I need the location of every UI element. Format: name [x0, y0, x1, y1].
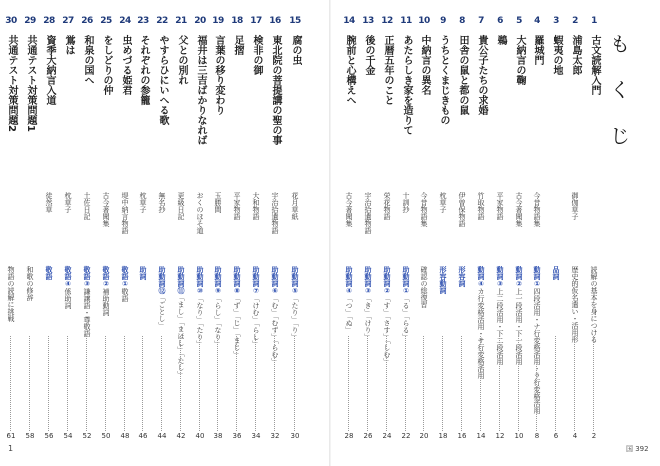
- leader-dots: [86, 336, 87, 431]
- entry-grammar: [438, 266, 448, 294]
- entry-title[interactable]: それぞれの参籠: [138, 35, 149, 105]
- grammar-text: 四段活用・ナ行変格活用・ラ行変格活用: [533, 288, 541, 414]
- toc-entry[interactable]: [155, 16, 169, 446]
- grammar-label: 助動詞④: [345, 266, 353, 295]
- entry-source: 宇治拾遺物語: [364, 192, 372, 234]
- entry-page: 22: [401, 432, 411, 440]
- grammar-label: 助動詞⑦: [252, 266, 260, 295]
- toc-entry[interactable]: [361, 16, 375, 446]
- entry-number: 1: [591, 16, 597, 26]
- leader-dots: [67, 336, 68, 431]
- entry-source: 御伽草子: [571, 192, 579, 220]
- entry-grammar: [25, 266, 35, 301]
- grammar-text: 「す」「さす」「しむ」: [383, 295, 391, 365]
- entry-title[interactable]: 腕前と心構えへ: [344, 35, 355, 105]
- grammar-text: 敬語: [121, 288, 129, 302]
- toc-entry[interactable]: [23, 16, 37, 446]
- entry-grammar: [344, 266, 354, 334]
- entry-number: 6: [497, 16, 503, 26]
- entry-grammar: [363, 266, 373, 341]
- entry-source: 枕草子: [439, 192, 447, 213]
- entry-source: 徒然草: [45, 192, 53, 213]
- grammar-label: 動詞③: [496, 266, 504, 288]
- grammar-label: 敬語③: [83, 266, 91, 288]
- entry-number: 2: [572, 16, 578, 26]
- grammar-label: 助動詞⑨: [214, 266, 222, 295]
- entry-title[interactable]: 福井は三吉ばかりなれば: [195, 35, 206, 145]
- entry-title[interactable]: 虫めづる姫君: [120, 35, 131, 95]
- entry-page: 18: [438, 432, 448, 440]
- entry-grammar: [495, 266, 505, 365]
- grammar-text: 「けむ」「らし」: [252, 295, 260, 348]
- entry-grammar: [176, 266, 186, 378]
- leader-dots: [518, 336, 519, 431]
- grammar-text: 物語の読解に挑戦: [7, 266, 15, 322]
- entry-page: 48: [120, 432, 130, 440]
- entry-page: 26: [363, 432, 373, 440]
- entry-number: 25: [100, 16, 112, 26]
- entry-grammar: [476, 266, 486, 379]
- entry-number: 13: [362, 16, 374, 26]
- toc-entry[interactable]: [455, 16, 469, 446]
- toc-entry[interactable]: [474, 16, 488, 446]
- grammar-label: 助動詞⑧: [233, 266, 241, 295]
- entry-title[interactable]: 古文読解入門: [589, 35, 600, 95]
- entry-grammar: [251, 266, 261, 348]
- entry-number: 23: [137, 16, 149, 26]
- entry-number: 15: [289, 16, 301, 26]
- grammar-text: 「ず」「じ」「まじ」: [233, 295, 241, 358]
- entry-page: 20: [419, 432, 429, 440]
- entry-page: 38: [213, 432, 223, 440]
- grammar-label: 動詞①: [533, 266, 541, 288]
- entry-number: 11: [400, 16, 412, 26]
- entry-number: 19: [212, 16, 224, 26]
- entry-number: 3: [553, 16, 559, 26]
- entry-number: 22: [156, 16, 168, 26]
- entry-number: 17: [250, 16, 262, 26]
- entry-title[interactable]: 正暦五年のこと: [382, 35, 393, 105]
- entry-number: 24: [119, 16, 131, 26]
- entry-page: 14: [476, 432, 486, 440]
- entry-grammar: [101, 266, 111, 316]
- entry-number: 4: [534, 16, 540, 26]
- leader-dots: [48, 336, 49, 431]
- entry-page: 34: [251, 432, 261, 440]
- grammar-label: 敬語④: [64, 266, 72, 288]
- toc-entry[interactable]: [230, 16, 244, 446]
- grammar-label: 動詞④: [477, 266, 485, 288]
- entry-grammar: [82, 266, 92, 337]
- leader-dots: [105, 336, 106, 431]
- leader-dots: [180, 336, 181, 431]
- leader-dots: [217, 336, 218, 431]
- toc-entry[interactable]: [417, 16, 431, 446]
- toc-entry[interactable]: [99, 16, 113, 446]
- page-number-left: 1: [8, 444, 14, 453]
- grammar-label: 助動詞⑫: [158, 266, 166, 294]
- entry-source: 古今著聞集: [345, 192, 353, 227]
- toc-title: [608, 28, 632, 149]
- entry-title[interactable]: 和泉の国へ: [82, 35, 93, 85]
- entry-title[interactable]: 羅城門: [532, 35, 543, 65]
- entry-page: 61: [6, 432, 16, 440]
- toc-entry[interactable]: [268, 16, 282, 446]
- entry-grammar: [419, 266, 429, 308]
- grammar-label: 助動詞⑪: [177, 266, 185, 294]
- entry-source: 大和物語: [252, 192, 260, 220]
- leader-dots: [499, 336, 500, 431]
- toc-entry[interactable]: [493, 16, 507, 446]
- leader-dots: [199, 336, 200, 431]
- entry-page: 28: [344, 432, 354, 440]
- entry-page: 58: [25, 432, 35, 440]
- entry-title[interactable]: 腐の虫: [290, 35, 301, 65]
- entry-title[interactable]: 共通テスト対策問題1: [25, 35, 36, 132]
- entry-source: 土佐日記: [83, 192, 91, 220]
- entry-source: 宇治拾遺物語: [271, 192, 279, 234]
- entry-title[interactable]: 貴公子たちの求婚: [476, 35, 487, 115]
- entry-grammar: [6, 266, 16, 322]
- grammar-label: 助動詞③: [364, 266, 372, 295]
- entry-grammar: [157, 266, 167, 329]
- entry-grammar: [457, 266, 467, 287]
- grammar-text: 「る」「らる」: [402, 295, 410, 341]
- entry-title[interactable]: うちとくまじきもの: [438, 35, 449, 125]
- entry-source: 平家物語: [496, 192, 504, 220]
- entry-grammar: [44, 266, 54, 280]
- page-gutter: [329, 0, 331, 466]
- entry-number: 7: [478, 16, 484, 26]
- entry-grammar: [270, 266, 280, 365]
- entry-source: 栄花物語: [383, 192, 391, 220]
- entry-source: 今昔物語集: [533, 192, 541, 227]
- grammar-text: 「む」「むず」「らむ」: [271, 295, 279, 365]
- leader-dots: [124, 336, 125, 431]
- grammar-text: 「らし」「なり」: [214, 295, 222, 348]
- grammar-text: 「たり」「り」: [291, 295, 299, 341]
- leader-dots: [555, 336, 556, 431]
- grammar-label: 敬語: [45, 266, 53, 280]
- entry-page: 42: [176, 432, 186, 440]
- entry-source: 花月草紙: [291, 192, 299, 220]
- grammar-label: 助動詞⑤: [291, 266, 299, 295]
- entry-title[interactable]: 足摺: [232, 35, 243, 55]
- grammar-label: 形容詞: [458, 266, 466, 287]
- entry-grammar: [551, 266, 561, 280]
- entry-page: 50: [101, 432, 111, 440]
- entry-source: 今昔物語集: [420, 192, 428, 227]
- leader-dots: [142, 336, 143, 431]
- entry-source: おくのほそ道: [196, 192, 204, 234]
- entry-page: 8: [534, 432, 540, 440]
- entry-grammar: [589, 266, 599, 343]
- grammar-text: 「まし」「まほし」「たし」: [177, 294, 185, 378]
- entry-source: 枕草子: [139, 192, 147, 213]
- toc-entry[interactable]: [436, 16, 450, 446]
- grammar-label: 敬語①: [121, 266, 129, 288]
- leader-dots: [236, 336, 237, 431]
- grammar-label: 形容動詞: [439, 266, 447, 294]
- grammar-text: 補助動詞: [102, 288, 110, 316]
- grammar-label: 助動詞⑥: [271, 266, 279, 295]
- entry-number: 21: [175, 16, 187, 26]
- leader-dots: [593, 336, 594, 431]
- entry-page: 46: [138, 432, 148, 440]
- leader-dots: [367, 336, 368, 431]
- entry-number: 29: [24, 16, 36, 26]
- entry-number: 12: [381, 16, 393, 26]
- entry-title[interactable]: あたらしき家を造りて: [401, 35, 412, 135]
- entry-number: 14: [343, 16, 355, 26]
- entry-source: 枕草子: [64, 192, 72, 213]
- toc-entry[interactable]: [211, 16, 225, 446]
- toc-entry[interactable]: [512, 16, 526, 446]
- entry-source: 無名抄: [158, 192, 166, 213]
- entry-grammar: [570, 266, 580, 343]
- grammar-text: 歴史的仮名遣い・活用形: [571, 266, 579, 343]
- grammar-text: 読解の基本を身につける: [590, 266, 598, 343]
- entry-title[interactable]: 資季大納言入道: [44, 35, 55, 105]
- entry-title[interactable]: 父との別れ: [176, 35, 187, 85]
- entry-page: 2: [591, 432, 597, 440]
- leader-dots: [29, 336, 30, 431]
- entry-source: 伊曽保物語: [458, 192, 466, 227]
- grammar-label: 動詞②: [515, 266, 523, 288]
- entry-page: 12: [495, 432, 505, 440]
- leader-dots: [405, 336, 406, 431]
- grammar-text: 「つ」「ぬ」: [345, 295, 353, 334]
- entry-grammar: [120, 266, 130, 302]
- entry-number: 26: [81, 16, 93, 26]
- entry-title[interactable]: 鵜: [495, 35, 506, 45]
- entry-grammar: [514, 266, 524, 365]
- page-number-right-text: 国 392: [626, 445, 649, 453]
- toc-entry[interactable]: [193, 16, 207, 446]
- toc-entry[interactable]: [61, 16, 75, 446]
- grammar-label: 助詞: [139, 266, 147, 280]
- grammar-label: 敬語②: [102, 266, 110, 288]
- entry-grammar: [290, 266, 300, 341]
- toc-entry[interactable]: [587, 16, 601, 446]
- entry-title[interactable]: 共通テスト対策問題2: [6, 35, 17, 132]
- entry-page: 56: [44, 432, 54, 440]
- entry-title[interactable]: 中納言の異名: [419, 35, 430, 95]
- toc-entry[interactable]: [174, 16, 188, 446]
- entry-page: 52: [82, 432, 92, 440]
- entry-grammar: [401, 266, 411, 341]
- entry-title[interactable]: 大納言の鞠: [514, 35, 525, 85]
- grammar-label: 助動詞①: [402, 266, 410, 295]
- entry-title[interactable]: 浦島太郎: [570, 35, 581, 75]
- leader-dots: [461, 336, 462, 431]
- entry-grammar: [213, 266, 223, 348]
- entry-number: 28: [43, 16, 55, 26]
- entry-source: 古今著聞集: [102, 192, 110, 227]
- entry-page: 54: [63, 432, 73, 440]
- leader-dots: [161, 336, 162, 431]
- entry-page: 30: [290, 432, 300, 440]
- entry-page: 32: [270, 432, 280, 440]
- leader-dots: [574, 336, 575, 431]
- entry-title[interactable]: やすらひにいへる歌: [157, 35, 168, 125]
- leader-dots: [480, 336, 481, 431]
- entry-source: 堤中納言物語: [121, 192, 129, 234]
- entry-source: 十訓抄: [402, 192, 410, 213]
- grammar-label: 助動詞②: [383, 266, 391, 295]
- entry-source: 竹取物語: [477, 192, 485, 220]
- entry-grammar: [63, 266, 73, 309]
- leader-dots: [536, 336, 537, 431]
- entry-grammar: [138, 266, 148, 280]
- entry-number: 18: [231, 16, 243, 26]
- leader-dots: [348, 336, 349, 431]
- grammar-text: カ行変格活用・サ行変格活用: [477, 288, 485, 379]
- entry-page: 4: [572, 432, 578, 440]
- page-number-right: [626, 444, 649, 454]
- leader-dots: [294, 336, 295, 431]
- entry-title[interactable]: 鴬は: [63, 35, 74, 55]
- toc-entry[interactable]: [249, 16, 263, 446]
- entry-number: 8: [459, 16, 465, 26]
- grammar-text: 謙譲語・尊敬語: [83, 288, 91, 337]
- toc-entry[interactable]: [549, 16, 563, 446]
- leader-dots: [274, 336, 275, 431]
- entry-title[interactable]: 言葉の移り変わり: [213, 35, 224, 115]
- entry-page: 24: [382, 432, 392, 440]
- entry-page: 10: [514, 432, 524, 440]
- leader-dots: [442, 336, 443, 431]
- entry-number: 27: [62, 16, 74, 26]
- toc-entry[interactable]: [4, 16, 18, 446]
- entry-grammar: [232, 266, 242, 358]
- entry-title[interactable]: 蝦夷の地: [551, 35, 562, 75]
- grammar-text: 上二段活用・下二段活用: [496, 288, 504, 365]
- entry-number: 16: [269, 16, 281, 26]
- toc-entry[interactable]: [342, 16, 356, 446]
- toc-entry[interactable]: [136, 16, 150, 446]
- entry-source: 平家物語: [233, 192, 241, 220]
- entry-number: 5: [516, 16, 522, 26]
- grammar-label: 助動詞⑩: [196, 266, 204, 295]
- grammar-text: 確認の総復習: [420, 266, 428, 308]
- toc-entry[interactable]: [118, 16, 132, 446]
- entry-page: 40: [195, 432, 205, 440]
- leader-dots: [423, 336, 424, 431]
- grammar-label: 品詞: [552, 266, 560, 280]
- title-char: じ: [610, 124, 630, 148]
- entry-number: 10: [418, 16, 430, 26]
- toc-entry[interactable]: [568, 16, 582, 446]
- entry-title[interactable]: 東北院の菩提講の聖の事: [270, 35, 281, 145]
- leader-dots: [386, 336, 387, 431]
- entry-page: 6: [553, 432, 559, 440]
- entry-page: 36: [232, 432, 242, 440]
- leader-dots: [10, 336, 11, 431]
- toc-entry[interactable]: [288, 16, 302, 446]
- entry-title[interactable]: 田舎の鼠と都の鼠: [457, 35, 468, 115]
- grammar-text: 和歌の修辞: [26, 266, 34, 301]
- entry-grammar: [382, 266, 392, 365]
- entry-page: 44: [157, 432, 167, 440]
- entry-title[interactable]: をしどりの仲: [101, 35, 112, 95]
- toc-entry[interactable]: [42, 16, 56, 446]
- entry-number: 30: [5, 16, 17, 26]
- grammar-text: 上一段活用・下一段活用: [515, 288, 523, 365]
- entry-source: 更級日記: [177, 192, 185, 220]
- entry-title[interactable]: 検非の御: [251, 35, 262, 75]
- toc-entry[interactable]: [530, 16, 544, 446]
- leader-dots: [255, 336, 256, 431]
- title-char: く: [610, 78, 630, 102]
- entry-number: 20: [194, 16, 206, 26]
- toc-entry[interactable]: [399, 16, 413, 446]
- grammar-text: 「なり」「たり」: [196, 295, 204, 348]
- entry-source: 玉勝間: [214, 192, 222, 213]
- entry-title[interactable]: 後の千金: [363, 35, 374, 75]
- grammar-text: 係助詞: [64, 288, 72, 309]
- grammar-text: 「き」「けり」: [364, 295, 372, 341]
- entry-number: 9: [440, 16, 446, 26]
- entry-page: 16: [457, 432, 467, 440]
- entry-source: 古今著聞集: [515, 192, 523, 227]
- entry-grammar: [195, 266, 205, 348]
- title-char: も: [610, 32, 630, 56]
- grammar-text: 「ごとし」: [158, 294, 166, 329]
- toc-entry[interactable]: [80, 16, 94, 446]
- toc-entry[interactable]: [380, 16, 394, 446]
- entry-grammar: [532, 266, 542, 414]
